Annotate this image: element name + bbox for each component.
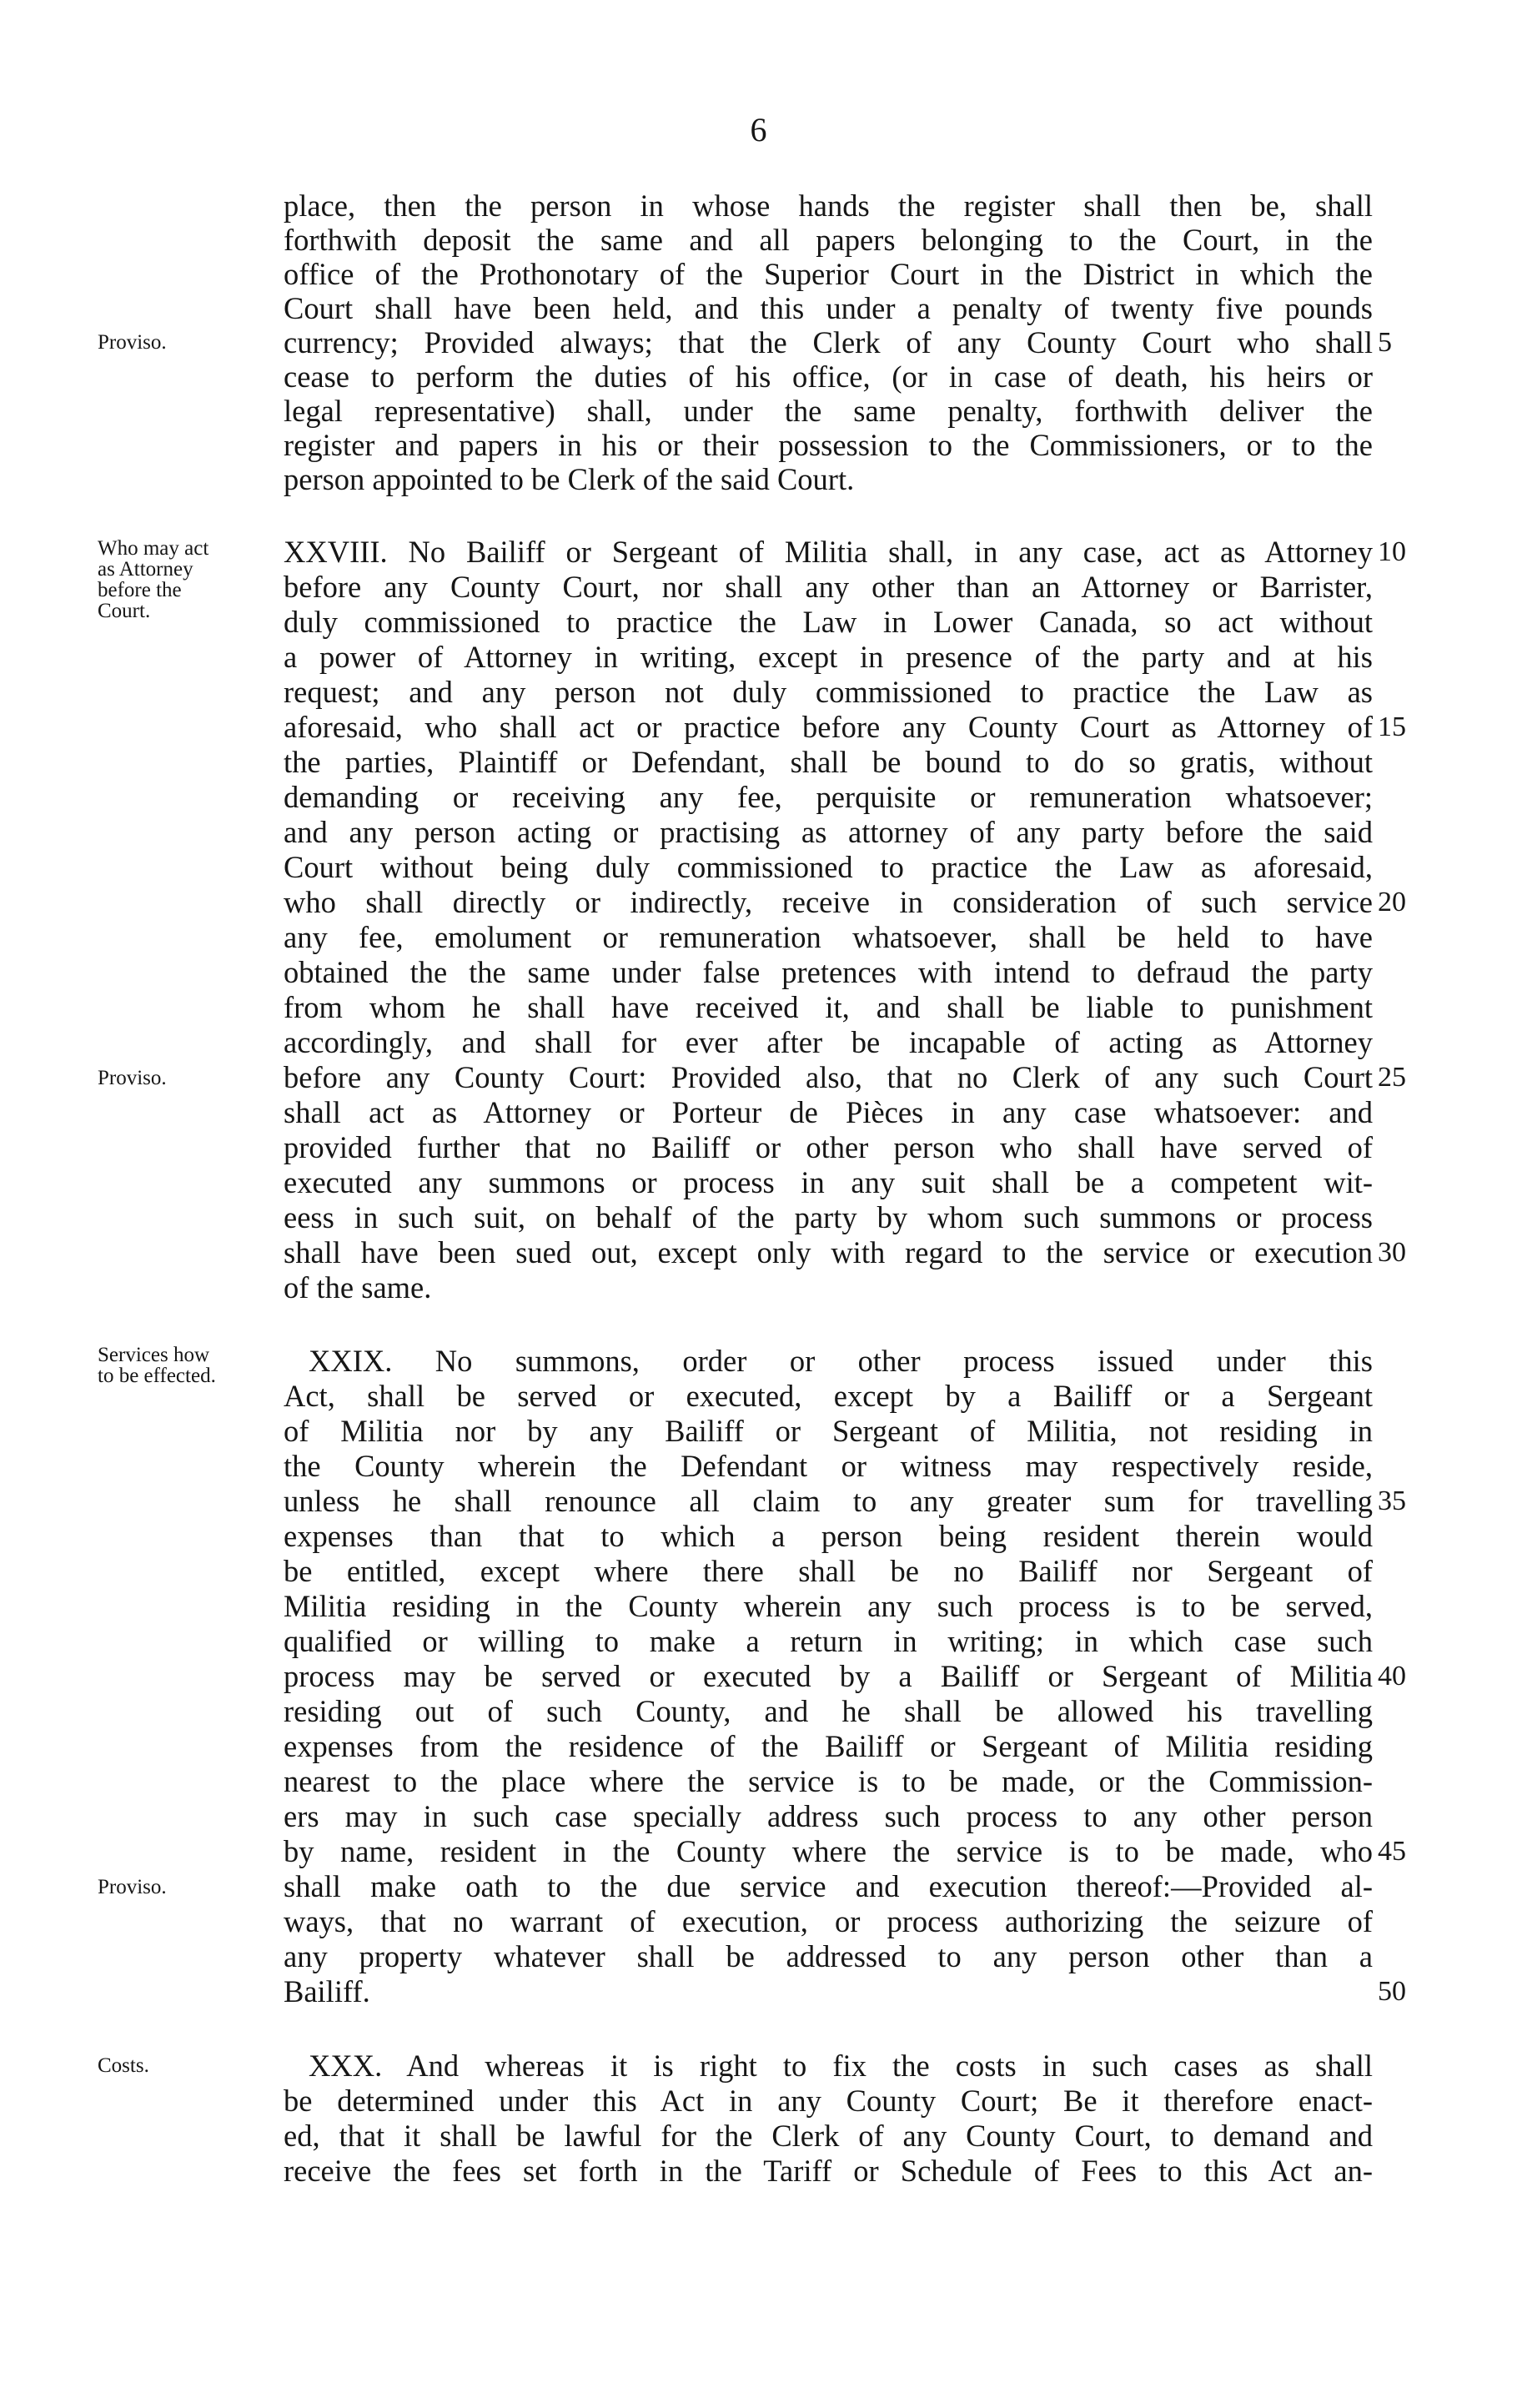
text-line: Act, shall be served or executed, except by a Bailiff or a Sergeant — [284, 1379, 1373, 1413]
line-number: 20 — [1378, 887, 1406, 917]
text-line: duly commissioned to practice the Law in Lower Canada, so act without — [284, 605, 1373, 639]
text-line: accordingly, and shall for ever after be incapable of acting as Attorney — [284, 1025, 1373, 1059]
text-line: register and papers in his or their possession to the Commissioners, or to the — [284, 428, 1373, 462]
text-line: obtained the the same under false pretences with intend to defraud the party — [284, 955, 1373, 989]
page-number: 6 — [750, 111, 767, 148]
text-line: unless he shall renounce all claim to any greater sum for travelling — [284, 1484, 1373, 1518]
text-line: expenses than that to which a person being resident therein would — [284, 1519, 1373, 1553]
margin-note-services — [98, 1345, 281, 1386]
text-line: legal representative) shall, under the same penalty, forthwith deliver the — [284, 394, 1373, 428]
text-line: shall act as Attorney or Porteur de Pièces in any case whatsoever: and — [284, 1095, 1373, 1129]
text-line: residing out of such County, and he shall be allowed his travelling — [284, 1694, 1373, 1728]
line-number: 50 — [1378, 1976, 1406, 2007]
text-line: XXIX. No summons, order or other process issued under this — [309, 1344, 1373, 1378]
line-number: 15 — [1378, 711, 1406, 742]
text-line: Court without being duly commissioned to practice the Law as aforesaid, — [284, 850, 1373, 884]
text-line: Bailiff. — [284, 1974, 370, 2008]
margin-note-proviso — [98, 1068, 281, 1088]
text-line: Court shall have been held, and this under a penalty of twenty five pounds — [284, 291, 1373, 325]
line-number: 10 — [1378, 536, 1406, 567]
text-line: before any County Court, nor shall any other than an Attorney or Barrister, — [284, 570, 1373, 604]
text-line: forthwith deposit the same and all papers belonging to the Court, in the — [284, 223, 1373, 257]
text-line: the County wherein the Defendant or witness may respectively reside, — [284, 1449, 1373, 1483]
text-line: expenses from the residence of the Bailiff or Sergeant of Militia residing — [284, 1729, 1373, 1763]
margin-note-line: Proviso. — [98, 1876, 167, 1898]
margin-note-line: as Attorney — [98, 558, 193, 581]
text-line: currency; Provided always; that the Clerk of any County Court who shall — [284, 325, 1373, 359]
text-line: provided further that no Bailiff or other person who shall have served of — [284, 1130, 1373, 1164]
text-line: place, then the person in whose hands the register shall then be, shall — [284, 189, 1373, 223]
margin-note-proviso — [98, 1877, 281, 1898]
text-line: the parties, Plaintiff or Defendant, shall be bound to do so gratis, without — [284, 745, 1373, 779]
text-line: ers may in such case specially address such process to any other person — [284, 1799, 1373, 1833]
line-number: 30 — [1378, 1237, 1406, 1268]
text-line: executed any summons or process in any suit shall be a competent wit- — [284, 1165, 1373, 1199]
text-line: by name, resident in the County where the service is to be made, who — [284, 1834, 1373, 1868]
text-line: be entitled, except where there shall be no Bailiff nor Sergeant of — [284, 1554, 1373, 1588]
text-line: shall make oath to the due service and execution thereof:—Provided al- — [284, 1869, 1373, 1903]
text-line: from whom he shall have received it, and shall be liable to punishment — [284, 990, 1373, 1024]
text-line: receive the fees set forth in the Tariff or Schedule of Fees to this Act an- — [284, 2154, 1373, 2188]
margin-note-line: Proviso. — [98, 1067, 167, 1089]
margin-note-who-may-act — [98, 538, 281, 621]
margin-note-line: Services how — [98, 1344, 209, 1366]
line-number: 35 — [1378, 1486, 1406, 1516]
text-line: before any County Court: Provided also, that no Clerk of any such Court — [284, 1060, 1373, 1094]
text-line: ways, that no warrant of execution, or process authorizing the seizure of — [284, 1904, 1373, 1938]
text-line: request; and any person not duly commissioned to practice the Law as — [284, 675, 1373, 709]
margin-note-line: to be effected. — [98, 1365, 216, 1387]
margin-note-line: Proviso. — [98, 331, 167, 354]
margin-note-costs — [98, 2055, 281, 2076]
text-line: person appointed to be Clerk of the said Court. — [284, 462, 855, 496]
text-line: eess in such suit, on behalf of the party by whom such summons or process — [284, 1200, 1373, 1234]
line-number: 5 — [1378, 327, 1392, 358]
margin-note-line: before the — [98, 579, 182, 601]
line-number: 25 — [1378, 1062, 1406, 1093]
text-line: qualified or willing to make a return in writing; in which case such — [284, 1624, 1373, 1658]
text-line: shall have been sued out, except only with regard to the service or execution — [284, 1235, 1373, 1269]
text-line: any property whatever shall be addressed to any person other than a — [284, 1939, 1373, 1973]
text-line: of the same. — [284, 1270, 432, 1305]
text-line: demanding or receiving any fee, perquisite or remuneration whatsoever; — [284, 780, 1373, 814]
text-line: be determined under this Act in any County Court; Be it therefore enact- — [284, 2084, 1373, 2118]
text-line: a power of Attorney in writing, except in presence of the party and at his — [284, 640, 1373, 674]
text-line: XXVIII. No Bailiff or Sergeant of Militia shall, in any case, act as Attorney — [284, 535, 1373, 569]
text-line: nearest to the place where the service is to be made, or the Commission- — [284, 1764, 1373, 1798]
line-number: 40 — [1378, 1661, 1406, 1692]
text-line: XXX. And whereas it is right to fix the costs in such cases as shall — [309, 2049, 1373, 2083]
text-line: and any person acting or practising as attorney of any party before the said — [284, 815, 1373, 849]
margin-note-proviso — [98, 332, 281, 353]
text-line: Militia residing in the County wherein any such process is to be served, — [284, 1589, 1373, 1623]
text-line: office of the Prothonotary of the Superior Court in the District in which the — [284, 257, 1373, 291]
text-line: ed, that it shall be lawful for the Clerk of any County Court, to demand and — [284, 2119, 1373, 2153]
margin-note-line: Costs. — [98, 2054, 149, 2077]
margin-note-line: Who may act — [98, 537, 209, 560]
text-line: cease to perform the duties of his office, (or in case of death, his heirs or — [284, 359, 1373, 394]
line-number: 45 — [1378, 1836, 1406, 1867]
text-line: of Militia nor by any Bailiff or Sergeant of Militia, not residing in — [284, 1414, 1373, 1448]
margin-note-line: Court. — [98, 600, 151, 622]
text-line: any fee, emolument or remuneration whatsoever, shall be held to have — [284, 920, 1373, 954]
text-line: process may be served or executed by a Bailiff or Sergeant of Militia — [284, 1659, 1373, 1693]
text-line: aforesaid, who shall act or practice before any County Court as Attorney of — [284, 710, 1373, 744]
text-line: who shall directly or indirectly, receive in consideration of such service — [284, 885, 1373, 919]
